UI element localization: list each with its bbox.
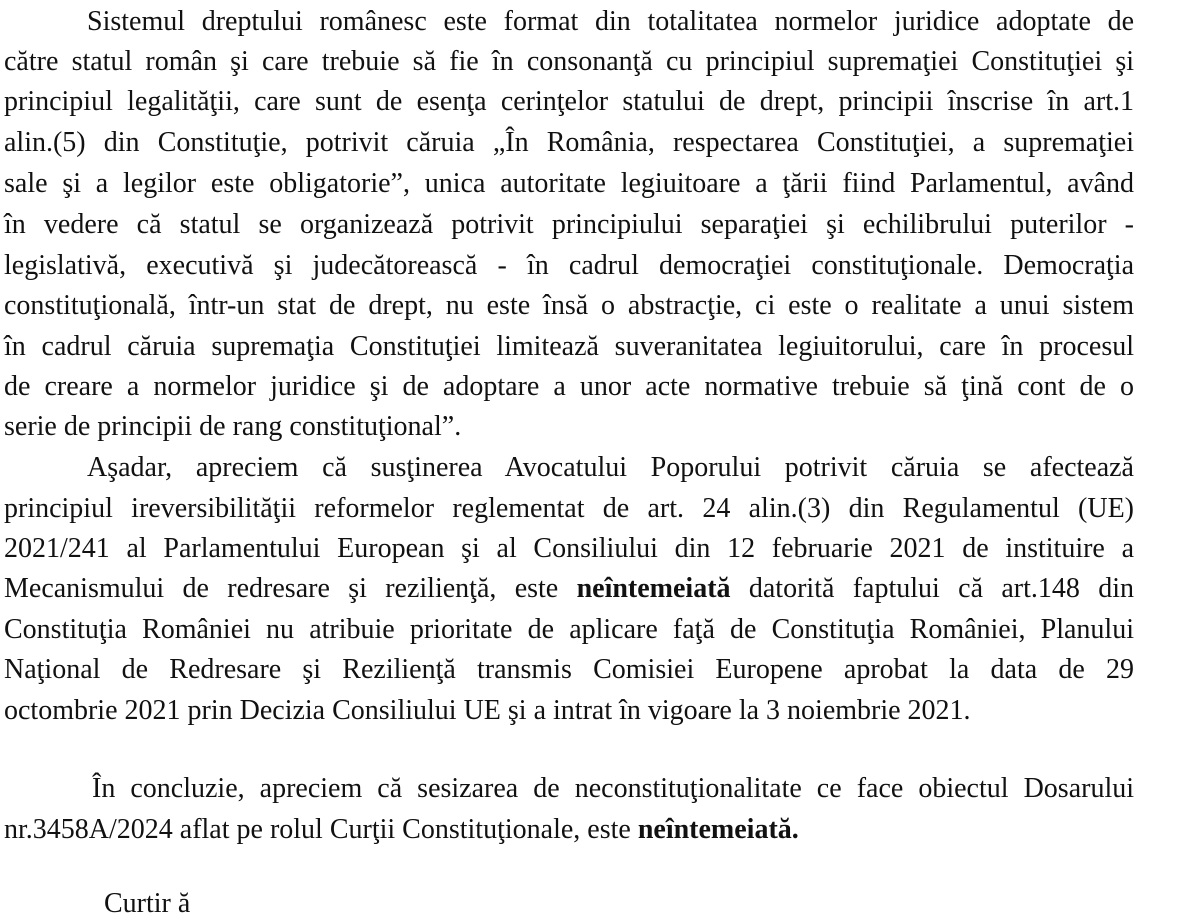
- paragraph-line: în cadrul căruia supremaţia Constituţiei limitează suveranitatea legiuitorului, care în procesul: [4, 331, 1134, 362]
- text-span: datorită faptului că art.148 din: [730, 573, 1134, 604]
- paragraph-line: Sistemul dreptului românesc este format din totalitatea normelor juridice adoptate de: [87, 6, 1134, 37]
- paragraph-line: către statul român şi care trebuie să fie în consonanţă cu principiul supremaţiei Constituţiei şi: [4, 46, 1134, 77]
- paragraph-line: octombrie 2021 prin Decizia Consiliului UE şi a intrat în vigoare la 3 noiembrie 2021.: [4, 695, 971, 726]
- paragraph-line: alin.(5) din Constituţie, potrivit căruia „În România, respectarea Constituţiei, a supremaţiei: [4, 127, 1134, 158]
- paragraph-line: Constituţia României nu atribuie prioritate de aplicare faţă de Constituţia României, Planului: [4, 614, 1134, 645]
- paragraph-line: [4, 573, 1134, 605]
- paragraph-line: În concluzie, apreciem că sesizarea de neconstituţionalitate ce face obiectul Dosarului: [92, 773, 1134, 804]
- emphasis-bold: neîntemeiată: [576, 573, 731, 604]
- paragraph-line: Aşadar, apreciem că susţinerea Avocatului Poporului potrivit căruia se afectează: [87, 452, 1134, 483]
- paragraph-line: sale şi a legilor este obligatorie”, unica autoritate legiuitoare a ţării fiind Parlamentul, având: [4, 168, 1134, 199]
- paragraph-line: de creare a normelor juridice şi de adoptare a unor acte normative trebuie să ţină cont de o: [4, 371, 1134, 402]
- paragraph-line: legislativă, executivă şi judecătorească - în cadrul democraţiei constituţionale. Democraţia: [4, 250, 1134, 281]
- emphasis-bold: neîntemeiată.: [637, 814, 799, 845]
- paragraph-line: principiul legalităţii, care sunt de esenţa cerinţelor statului de drept, principii înscrise în art.1: [4, 86, 1134, 117]
- paragraph-line: în vedere că statul se organizează potrivit principiului separaţiei şi echilibrului puterilor -: [4, 209, 1134, 240]
- cutoff-line: Curtir ă: [104, 888, 191, 919]
- paragraph-line: constituţională, într-un stat de drept, nu este însă o abstracţie, ci este o realitate a unui sistem: [4, 290, 1134, 321]
- paragraph-line: Naţional de Redresare şi Rezilienţă transmis Comisiei Europene aprobat la data de 29: [4, 654, 1134, 685]
- text-span: nr.3458A/2024 aflat pe rolul Curţii Constituţionale, este: [4, 814, 638, 845]
- paragraph-line: principiul ireversibilităţii reformelor reglementat de art. 24 alin.(3) din Regulamentul (UE): [4, 493, 1134, 524]
- paragraph-line: [4, 814, 799, 846]
- paragraph-line: 2021/241 al Parlamentului European şi al Consiliului din 12 februarie 2021 de instituire a: [4, 533, 1134, 564]
- cutoff-line-container: [0, 882, 1200, 919]
- paragraph-line: serie de principii de rang constituţional”.: [4, 411, 462, 442]
- text-span: Mecanismului de redresare şi rezilienţă, este: [4, 573, 577, 604]
